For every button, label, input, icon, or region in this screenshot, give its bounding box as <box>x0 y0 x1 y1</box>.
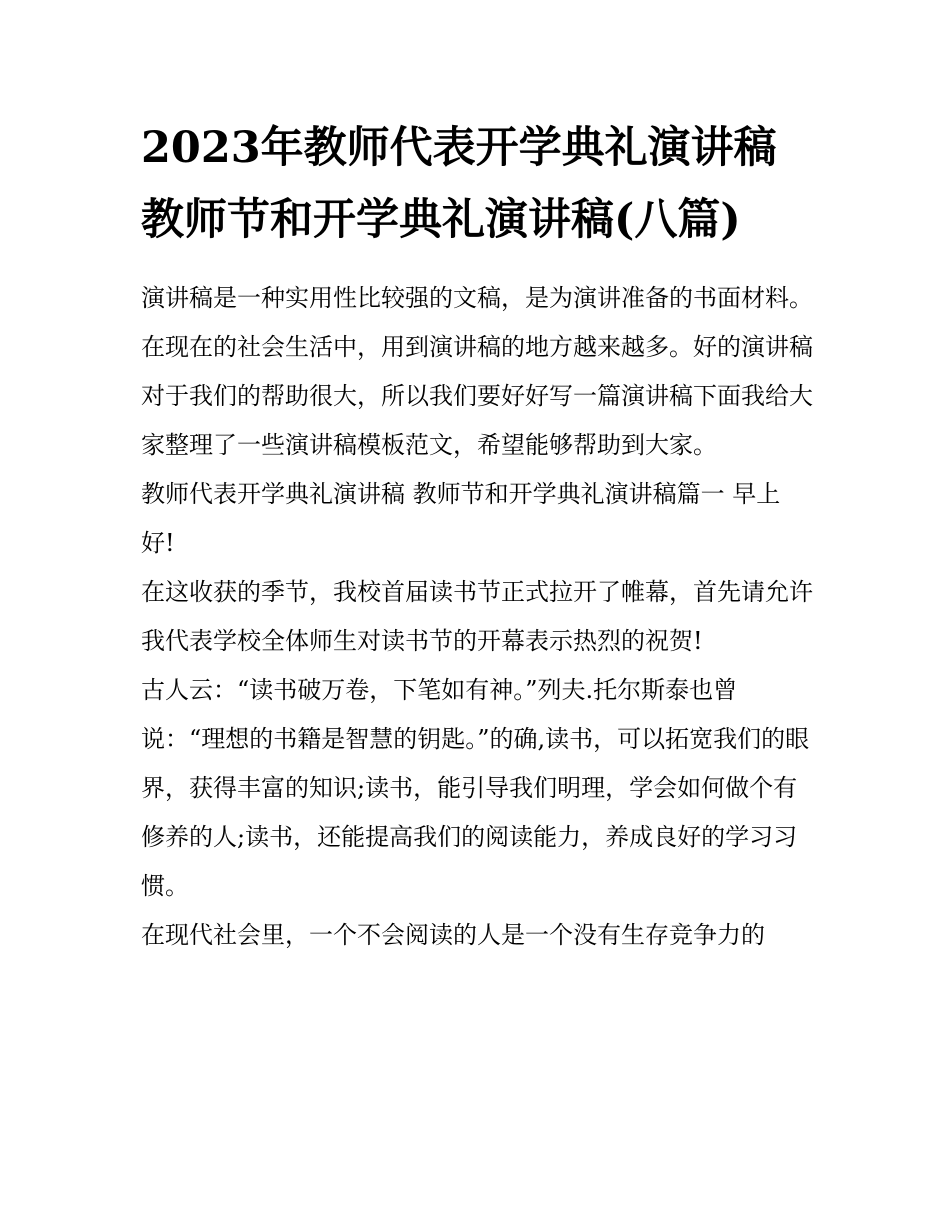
paragraph-greeting: 教师代表开学典礼演讲稿 教师节和开学典礼演讲稿篇一 早上好! <box>141 480 781 557</box>
paragraph-intro: 演讲稿是一种实用性比较强的文稿，是为演讲准备的书面材料。在现在的社会生活中，用到演讲稿的地方越来越多。好的演讲稿对于我们的帮助很大，所以我们要好好写一篇演讲稿下面我给大家整理了一些演讲稿模板范文，希望能够帮助到大家。 <box>141 284 813 459</box>
paragraph-quotes: 古人云：“读书破万卷，下笔如有神。”列夫.托尔斯泰也曾说：“理想的书籍是智慧的钥匙。”的确,读书，可以拓宽我们的眼界，获得丰富的知识;读书，能引导我们明理，学会如何做个有修养的人;读书，还能提高我们的阅读能力，养成良好的学习习惯。 <box>141 676 810 900</box>
document-title: 2023年教师代表开学典礼演讲稿 教师节和开学典礼演讲稿(八篇) <box>141 123 777 245</box>
paragraph-opening: 在这收获的季节，我校首届读书节正式拉开了帷幕，首先请允许我代表学校全体师生对读书节的开幕表示热烈的祝贺! <box>141 578 813 655</box>
paragraph-modern-society: 在现代社会里，一个不会阅读的人是一个没有生存竞争力的 <box>141 921 765 949</box>
document-body <box>141 112 813 960</box>
